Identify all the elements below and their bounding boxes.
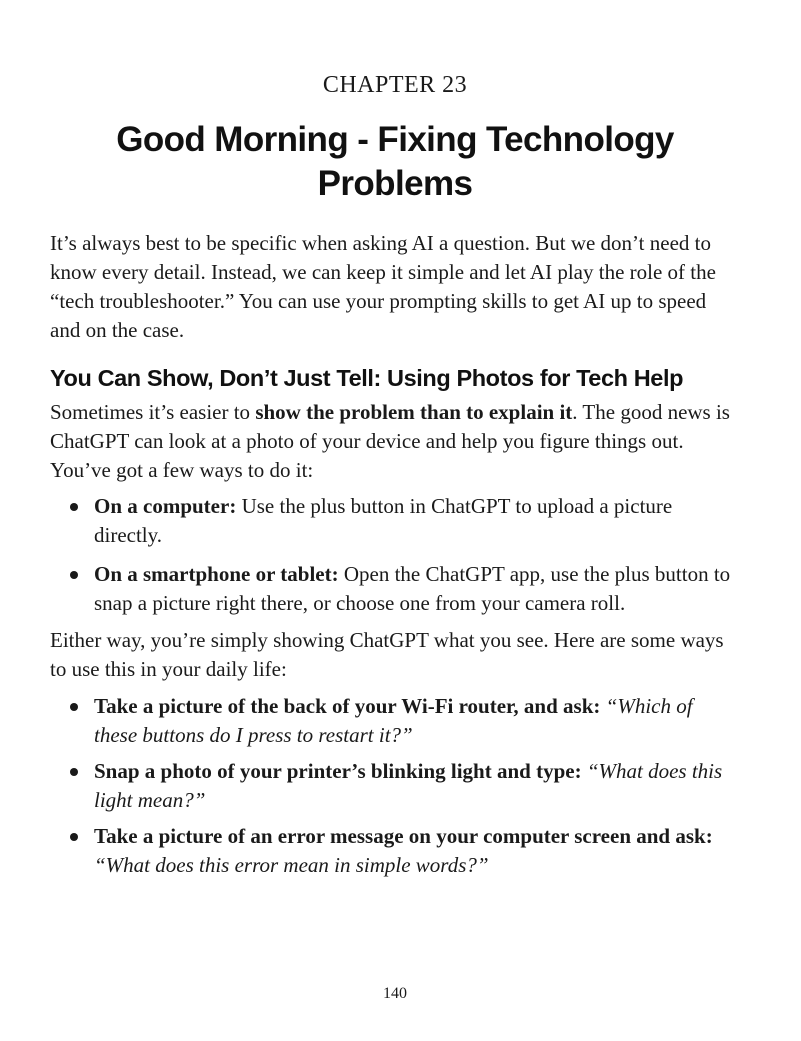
upload-methods-list bbox=[50, 492, 740, 618]
paragraph-text: Sometimes it’s easier to bbox=[50, 400, 256, 424]
list-item bbox=[50, 692, 740, 750]
chapter-title: Good Morning - Fixing Technology Problems bbox=[116, 120, 674, 203]
list-item-label: Take a picture of an error message on your computer screen and ask: bbox=[94, 824, 713, 848]
list-item-label: On a smartphone or tablet: bbox=[94, 562, 339, 586]
list-item-label: On a computer: bbox=[94, 494, 237, 518]
example-quote: “Which of these buttons do I press to restart it?” bbox=[94, 694, 693, 747]
bullet-icon bbox=[70, 703, 78, 711]
list-item-label: Take a picture of the back of your Wi-Fi router, and ask: bbox=[94, 694, 601, 718]
list-item bbox=[50, 560, 740, 618]
bullet-icon bbox=[70, 503, 78, 511]
example-quote: “What does this light mean?” bbox=[94, 759, 723, 812]
list-item-label: Snap a photo of your printer’s blinking light and type: bbox=[94, 759, 582, 783]
chapter-label: CHAPTER 23 bbox=[322, 72, 468, 98]
example-quote: “What does this error mean in simple words?” bbox=[94, 853, 489, 877]
bullet-icon bbox=[70, 833, 78, 841]
list-item bbox=[50, 757, 740, 815]
list-item bbox=[50, 492, 740, 550]
page-number: 140 bbox=[383, 985, 407, 1002]
book-page bbox=[50, 0, 750, 1041]
usage-paragraph: Either way, you’re simply showing ChatGPT what you see. Here are some ways to use this in your daily life: bbox=[50, 628, 724, 681]
paragraph-text: . The good news is ChatGPT can look at a photo of your device and help you figure things out. You’ve got a few ways to do it: bbox=[50, 400, 730, 482]
list-item bbox=[50, 822, 740, 880]
section-body bbox=[50, 398, 740, 880]
list-item-text: Use the plus button in ChatGPT to upload a picture directly. bbox=[94, 494, 673, 547]
emphasis-text: show the problem than to explain it bbox=[255, 400, 573, 424]
list-item-text: Open the ChatGPT app, use the plus button to snap a picture right there, or choose one from your camera roll. bbox=[94, 562, 731, 615]
bullet-icon bbox=[70, 571, 78, 579]
bullet-icon bbox=[70, 768, 78, 776]
intro-paragraph: It’s always best to be specific when asking AI a question. But we don’t need to know every detail. Instead, we can keep it simple and let AI play the role of the “tech troubleshooter.” You can use your prompting skills to get AI up to speed and on the case. bbox=[50, 231, 716, 342]
photo-intro-paragraph bbox=[50, 398, 740, 485]
section-heading: You Can Show, Don’t Just Tell: Using Photos for Tech Help bbox=[50, 365, 684, 391]
examples-list bbox=[50, 692, 740, 880]
